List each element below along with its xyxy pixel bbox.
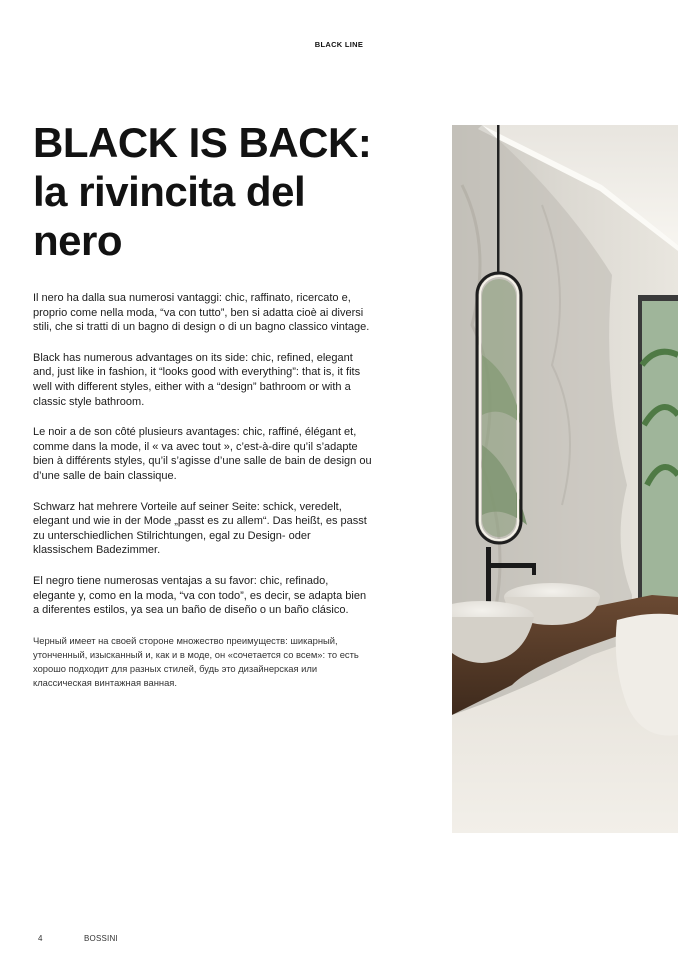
bathroom-photo — [452, 125, 678, 833]
brand-name: BOSSINI — [84, 934, 118, 943]
paragraph-german: Schwarz hat mehrere Vorteile auf seiner Seite: schick, veredelt, elegant und wie in der Mode „passt es zu allem“. Das heißt, es passt zu unterschiedlichen Stilrichtungen, egal zu Design- oder klassischem Badezimmer. — [33, 500, 367, 557]
page-footer — [38, 934, 118, 943]
headline — [33, 118, 433, 265]
headline-line-2: la rivincita del — [33, 168, 306, 215]
paragraph-english: Black has numerous advantages on its side: chic, refined, elegant and, just like in fashion, it “looks good with everything”: that is, it fits well with different styles, either with a “design” bathroom or with a classic style bathroom. — [33, 351, 361, 408]
page-number: 4 — [38, 934, 43, 943]
headline-line-1: BLACK IS BACK: — [33, 119, 372, 166]
body-text — [33, 291, 373, 707]
paragraph-italian: Il nero ha dalla sua numerosi vantaggi: chic, raffinato, ricercato e, proprio come nella moda, “va con tutto”, ben si adatta cioè ai diversi stili, che si tratti di un bagno di design o di un bagno classico vintage. — [33, 292, 370, 334]
paragraph-spanish: El negro tiene numerosas ventajas a su favor: chic, refinado, elegante y, como en la moda, “va con todo”, es decir, se adapta bien a diferentes estilos, ya sea un baño de diseño o un baño clásico. — [33, 574, 367, 617]
paragraph-french: Le noir a de son côté plusieurs avantages: chic, raffiné, élégant et, comme dans la mode, il « va avec tout », c’est-à-dire qu’il s’adapte bien à différents styles, qu’il s’agisse d’une salle de bain de design ou d’une salle de bain classique. — [33, 426, 372, 482]
paragraph-russian: Черный имеет на своей стороне множество преимуществ: шикарный, утонченный, изысканный и, как и в моде, он «сочетается со всем»: то есть хорошо подходит для разных стилей, будь это дизайнерская или классическая винтажная ванная. — [33, 634, 359, 689]
headline-line-3: nero — [33, 217, 123, 264]
section-label: BLACK LINE — [314, 40, 364, 49]
